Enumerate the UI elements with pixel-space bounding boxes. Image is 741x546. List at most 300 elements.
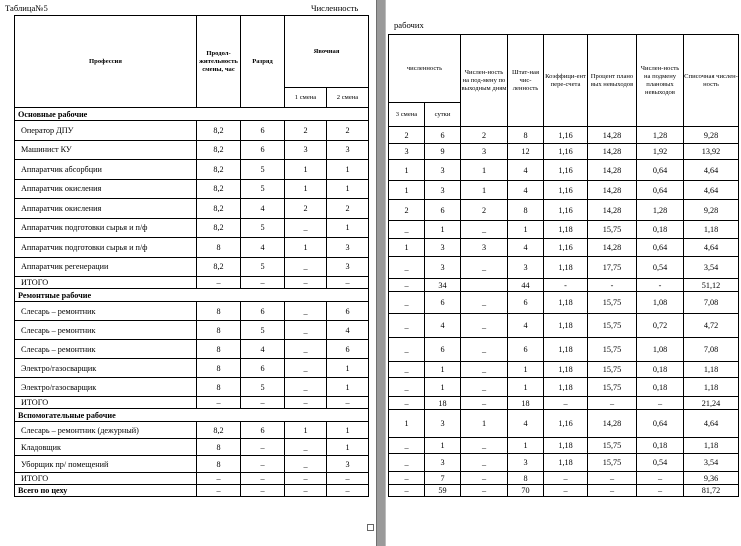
pct-cell: 14,28	[588, 200, 637, 221]
total-shift2: –	[327, 397, 369, 409]
list-cell: 7,08	[684, 338, 739, 362]
vacation-header: Числен-ность на подмену плановых невыходов	[637, 35, 684, 127]
shift2-cell: 2	[327, 121, 369, 141]
shift2-header: 2 смена	[327, 88, 369, 108]
shift3-cell: 1	[389, 181, 425, 200]
total-pct-cell: –	[588, 397, 637, 410]
vacation-cell: 0,54	[637, 257, 684, 279]
shift1-cell: _	[285, 321, 327, 340]
grade-cell: 5	[241, 160, 285, 180]
pct-cell: 15,75	[588, 378, 637, 397]
duration-cell: 8,2	[197, 199, 241, 219]
total-coef-cell: –	[544, 397, 588, 410]
list-cell: 9,28	[684, 200, 739, 221]
coef-cell: 1,16	[544, 127, 588, 144]
coef-cell: 1,16	[544, 160, 588, 181]
right-page	[386, 0, 741, 546]
staff-cell: 1	[508, 378, 544, 397]
shift2-cell: 6	[327, 340, 369, 359]
grand-total-staff-cell: 70	[508, 485, 544, 497]
grand-total-row	[389, 485, 739, 497]
daily-cell: 9	[425, 144, 461, 160]
total-shift3-cell: –	[389, 472, 425, 485]
total-label: ИТОГО	[15, 473, 197, 485]
shift1-cell: _	[285, 378, 327, 397]
total-daily-cell: 18	[425, 397, 461, 410]
grand-total-shift1: –	[285, 485, 327, 497]
duration-cell: 8,2	[197, 218, 241, 238]
profession-cell: Слесарь – ремонтник (дежурный)	[15, 422, 197, 439]
staff-cell: 4	[508, 181, 544, 200]
coef-cell: 1,16	[544, 181, 588, 200]
total-list-cell: 51,12	[684, 279, 739, 292]
profession-cell: Уборщик пр/ помещений	[15, 456, 197, 473]
total-list-cell: 21,24	[684, 397, 739, 410]
daily-cell: 3	[425, 160, 461, 181]
relief-cell: _	[461, 378, 508, 397]
total-shift3-cell: –	[389, 279, 425, 292]
staff-cell: 4	[508, 239, 544, 257]
duration-cell: 8	[197, 378, 241, 397]
grand-total-shift2: –	[327, 485, 369, 497]
grade-cell: 6	[241, 422, 285, 439]
total-label: ИТОГО	[15, 397, 197, 409]
list-cell: 1,18	[684, 221, 739, 239]
grade-header: Разряд	[241, 16, 285, 108]
table-row	[15, 439, 369, 456]
shift2-cell: 1	[327, 160, 369, 180]
section-title-row	[15, 289, 369, 302]
shift2-cell: 4	[327, 321, 369, 340]
daily-cell: 6	[425, 338, 461, 362]
table-row	[389, 314, 739, 338]
total-shift1: –	[285, 473, 327, 485]
grade-cell: 5	[241, 257, 285, 277]
shift3-cell: _	[389, 257, 425, 279]
total-staff-cell: 44	[508, 279, 544, 292]
duration-cell: 8,2	[197, 179, 241, 199]
table-row	[389, 410, 739, 438]
profession-header: Профессия	[15, 16, 197, 108]
daily-cell: 4	[425, 314, 461, 338]
shift3-cell: _	[389, 221, 425, 239]
duration-cell: 8	[197, 302, 241, 321]
staff-cell: 1	[508, 362, 544, 378]
table-row	[389, 257, 739, 279]
total-duration: –	[197, 277, 241, 289]
list-cell: 9,28	[684, 127, 739, 144]
table-row	[15, 179, 369, 199]
shift3-cell: _	[389, 292, 425, 314]
profession-cell: Аппаратчик окисления	[15, 199, 197, 219]
shift1-cell: 1	[285, 422, 327, 439]
section-title-row	[15, 108, 369, 121]
relief-cell: 1	[461, 160, 508, 181]
vacation-cell: 0,64	[637, 160, 684, 181]
daily-cell: 3	[425, 454, 461, 472]
profession-cell: Слесарь – ремонтник	[15, 340, 197, 359]
table-row	[15, 199, 369, 219]
daily-cell: 6	[425, 200, 461, 221]
coef-cell: 1,18	[544, 338, 588, 362]
total-grade: –	[241, 473, 285, 485]
list-cell: 3,54	[684, 257, 739, 279]
pct-cell: 15,75	[588, 338, 637, 362]
grand-total-grade: –	[241, 485, 285, 497]
total-pct-cell: –	[588, 472, 637, 485]
shift2-cell: 6	[327, 302, 369, 321]
table-row	[15, 378, 369, 397]
total-row	[15, 397, 369, 409]
duration-cell: 8	[197, 321, 241, 340]
list-cell: 4,64	[684, 239, 739, 257]
shift2-cell: 3	[327, 257, 369, 277]
total-shift1: –	[285, 397, 327, 409]
list-header: Списочная числен-ность	[684, 35, 739, 127]
duration-cell: 8	[197, 340, 241, 359]
shift1-cell: _	[285, 359, 327, 378]
pct-cell: 15,75	[588, 362, 637, 378]
grade-cell: 5	[241, 218, 285, 238]
pct-header: Процент плано вых невыходов	[588, 35, 637, 127]
shift2-cell: 2	[327, 199, 369, 219]
table-row	[389, 292, 739, 314]
duration-cell: 8	[197, 439, 241, 456]
section-title-row	[15, 409, 369, 422]
total-duration: –	[197, 473, 241, 485]
headcount-header: численность	[389, 35, 461, 103]
staff-cell: 4	[508, 314, 544, 338]
shift2-cell: 1	[327, 218, 369, 238]
shift2-cell: 3	[327, 140, 369, 160]
total-relief-cell: –	[461, 472, 508, 485]
relief-cell: 1	[461, 181, 508, 200]
section-title: Вспомогательные рабочие	[15, 409, 369, 422]
vacation-cell: 0,18	[637, 438, 684, 454]
relief-cell: 3	[461, 144, 508, 160]
duration-cell: 8,2	[197, 140, 241, 160]
profession-cell: Электро/газосварщик	[15, 359, 197, 378]
total-pct-cell: -	[588, 279, 637, 292]
section-title: Основные рабочие	[15, 108, 369, 121]
page-gutter	[376, 0, 386, 546]
total-row	[389, 472, 739, 485]
grade-cell: 6	[241, 359, 285, 378]
shift1-cell: _	[285, 257, 327, 277]
table-row	[389, 454, 739, 472]
total-shift2: –	[327, 473, 369, 485]
total-coef-cell: –	[544, 472, 588, 485]
profession-cell: Электро/газосварщик	[15, 378, 197, 397]
grade-cell: 6	[241, 140, 285, 160]
coef-cell: 1,18	[544, 362, 588, 378]
table-row	[389, 200, 739, 221]
total-relief-cell	[461, 279, 508, 292]
shift3-cell: 1	[389, 410, 425, 438]
duration-cell: 8	[197, 456, 241, 473]
table-row	[15, 160, 369, 180]
staff-cell: 4	[508, 160, 544, 181]
table-row	[389, 144, 739, 160]
table-row	[389, 160, 739, 181]
relief-cell: 2	[461, 200, 508, 221]
relief-cell: 1	[461, 410, 508, 438]
profession-cell: Аппаратчик регенерации	[15, 257, 197, 277]
vacation-cell: 0,64	[637, 181, 684, 200]
coef-cell: 1,16	[544, 239, 588, 257]
table-row	[15, 422, 369, 439]
list-cell: 4,64	[684, 160, 739, 181]
profession-cell: Оператор ДПУ	[15, 121, 197, 141]
workers-caption: рабочих	[394, 20, 424, 30]
vacation-cell: 1,28	[637, 127, 684, 144]
total-row	[15, 473, 369, 485]
coef-cell: 1,18	[544, 292, 588, 314]
daily-cell: 3	[425, 239, 461, 257]
relief-cell: _	[461, 438, 508, 454]
staff-cell: 3	[508, 454, 544, 472]
shift3-cell: _	[389, 338, 425, 362]
table-row	[15, 238, 369, 258]
shift3-cell: 3	[389, 144, 425, 160]
grade-cell: 6	[241, 302, 285, 321]
table-row	[15, 302, 369, 321]
daily-cell: 3	[425, 257, 461, 279]
pct-cell: 17,75	[588, 257, 637, 279]
shift3-cell: _	[389, 314, 425, 338]
staff-cell: 12	[508, 144, 544, 160]
table-row	[389, 362, 739, 378]
grade-cell: 5	[241, 179, 285, 199]
relief-cell: _	[461, 257, 508, 279]
total-label: ИТОГО	[15, 277, 197, 289]
total-grade: –	[241, 397, 285, 409]
grand-total-duration: –	[197, 485, 241, 497]
table-row	[15, 321, 369, 340]
profession-cell: Аппаратчик окисления	[15, 179, 197, 199]
header-row	[15, 16, 369, 88]
shift2-cell: 1	[327, 378, 369, 397]
shift2-cell: 1	[327, 422, 369, 439]
profession-cell: Кладовщик	[15, 439, 197, 456]
shift3-cell: _	[389, 438, 425, 454]
total-staff-cell: 8	[508, 472, 544, 485]
table-row	[15, 140, 369, 160]
pct-cell: 14,28	[588, 410, 637, 438]
table-row	[15, 121, 369, 141]
daily-cell: 3	[425, 410, 461, 438]
table-row	[389, 438, 739, 454]
profession-cell: Аппаратчик подготовки сырья и п/ф	[15, 238, 197, 258]
coef-cell: 1,18	[544, 378, 588, 397]
table-row	[15, 340, 369, 359]
list-cell: 13,92	[684, 144, 739, 160]
table-label: Таблица№5	[5, 3, 48, 13]
grade-cell: 4	[241, 340, 285, 359]
shift3-cell: _	[389, 362, 425, 378]
pct-cell: 15,75	[588, 314, 637, 338]
total-row	[389, 279, 739, 292]
total-daily-cell: 7	[425, 472, 461, 485]
total-shift2: –	[327, 277, 369, 289]
relief-cell: _	[461, 362, 508, 378]
shift1-cell: 1	[285, 238, 327, 258]
table-row	[389, 221, 739, 239]
coef-cell: 1,18	[544, 314, 588, 338]
staff-cell: 1	[508, 438, 544, 454]
vacation-cell: 1,08	[637, 338, 684, 362]
headcount-caption: Численность	[311, 3, 359, 13]
relief-cell: _	[461, 292, 508, 314]
grand-total-coef-cell: –	[544, 485, 588, 497]
staff-cell: 1	[508, 221, 544, 239]
daily-cell: 1	[425, 221, 461, 239]
staff-cell: 8	[508, 200, 544, 221]
profession-cell: Слесарь – ремонтник	[15, 321, 197, 340]
header-row	[389, 35, 739, 103]
total-vacation-cell: –	[637, 397, 684, 410]
pct-cell: 14,28	[588, 160, 637, 181]
grade-cell: –	[241, 456, 285, 473]
coef-cell: 1,18	[544, 438, 588, 454]
total-shift1: –	[285, 277, 327, 289]
pct-cell: 15,75	[588, 221, 637, 239]
grand-total-vacation-cell: –	[637, 485, 684, 497]
shift1-cell: 2	[285, 199, 327, 219]
daily-cell: 1	[425, 362, 461, 378]
coef-header: Коэффици-ент пере-счета	[544, 35, 588, 127]
section-title: Ремонтные рабочие	[15, 289, 369, 302]
pct-cell: 14,28	[588, 239, 637, 257]
total-vacation-cell: –	[637, 472, 684, 485]
staff-cell: 6	[508, 292, 544, 314]
grade-cell: 4	[241, 199, 285, 219]
vacation-cell: 1,92	[637, 144, 684, 160]
shift3-cell: _	[389, 378, 425, 397]
relief-cell: _	[461, 454, 508, 472]
daily-cell: 6	[425, 127, 461, 144]
total-row	[15, 277, 369, 289]
table-row	[389, 127, 739, 144]
profession-cell: Машинист КУ	[15, 140, 197, 160]
relief-cell: _	[461, 314, 508, 338]
grand-total-shift3-cell: –	[389, 485, 425, 497]
vacation-cell: 0,18	[637, 362, 684, 378]
table-row	[15, 218, 369, 238]
relief-cell: _	[461, 221, 508, 239]
vacation-cell: 0,54	[637, 454, 684, 472]
vacation-cell: 0,64	[637, 410, 684, 438]
list-cell: 3,54	[684, 454, 739, 472]
shift3-cell: 2	[389, 200, 425, 221]
total-vacation-cell: -	[637, 279, 684, 292]
daily-cell: 3	[425, 181, 461, 200]
staff-header: Штат-ная чис-ленность	[508, 35, 544, 127]
grade-cell: 4	[241, 238, 285, 258]
total-coef-cell: -	[544, 279, 588, 292]
grand-total-list-cell: 81,72	[684, 485, 739, 497]
coef-cell: 1,16	[544, 410, 588, 438]
shift3-cell: 1	[389, 160, 425, 181]
shift1-cell: 1	[285, 160, 327, 180]
profession-cell: Аппаратчик абсорбции	[15, 160, 197, 180]
shift1-header: 1 смена	[285, 88, 327, 108]
pct-cell: 14,28	[588, 144, 637, 160]
daily-cell: 6	[425, 292, 461, 314]
staff-cell: 3	[508, 257, 544, 279]
attendance-header: Явочная	[285, 16, 369, 88]
shift2-cell: 1	[327, 359, 369, 378]
shift1-cell: _	[285, 218, 327, 238]
shift1-cell: _	[285, 340, 327, 359]
duration-cell: 8	[197, 238, 241, 258]
staffing-table-right	[388, 34, 739, 497]
duration-cell: 8	[197, 359, 241, 378]
grand-total-row	[15, 485, 369, 497]
pct-cell: 14,28	[588, 127, 637, 144]
shift3-header: 3 смена	[389, 103, 425, 127]
shift3-cell: 2	[389, 127, 425, 144]
grand-total-label: Всего по цеху	[15, 485, 197, 497]
grade-cell: 5	[241, 378, 285, 397]
shift2-cell: 1	[327, 179, 369, 199]
total-relief-cell: –	[461, 397, 508, 410]
shift1-cell: _	[285, 456, 327, 473]
list-cell: 1,18	[684, 378, 739, 397]
shift-duration-header: Продол-жительность смены, час	[197, 16, 241, 108]
vacation-cell: 0,64	[637, 239, 684, 257]
vacation-cell: 0,18	[637, 378, 684, 397]
profession-cell: Аппаратчик подготовки сырья и п/ф	[15, 218, 197, 238]
duration-cell: 8,2	[197, 422, 241, 439]
total-grade: –	[241, 277, 285, 289]
shift2-cell: 3	[327, 456, 369, 473]
duration-cell: 8,2	[197, 121, 241, 141]
shift3-cell: _	[389, 454, 425, 472]
grand-total-pct-cell: –	[588, 485, 637, 497]
table-row	[15, 359, 369, 378]
grand-total-relief-cell: –	[461, 485, 508, 497]
table-resize-handle[interactable]	[367, 524, 374, 531]
shift1-cell: _	[285, 439, 327, 456]
list-cell: 7,08	[684, 292, 739, 314]
coef-cell: 1,18	[544, 257, 588, 279]
total-shift3-cell: –	[389, 397, 425, 410]
vacation-cell: 0,18	[637, 221, 684, 239]
grade-cell: –	[241, 439, 285, 456]
staff-cell: 8	[508, 127, 544, 144]
staff-cell: 4	[508, 410, 544, 438]
total-list-cell: 9,36	[684, 472, 739, 485]
coef-cell: 1,16	[544, 200, 588, 221]
relief-cell: 2	[461, 127, 508, 144]
grade-cell: 6	[241, 121, 285, 141]
shift2-cell: 3	[327, 238, 369, 258]
staff-cell: 6	[508, 338, 544, 362]
table-row	[389, 378, 739, 397]
shift2-cell: 1	[327, 439, 369, 456]
shift1-cell: 3	[285, 140, 327, 160]
table-row	[389, 239, 739, 257]
daily-header: сутки	[425, 103, 461, 127]
list-cell: 1,18	[684, 362, 739, 378]
shift1-cell: 2	[285, 121, 327, 141]
table-row	[15, 456, 369, 473]
relief-cell: 3	[461, 239, 508, 257]
staffing-table-left	[14, 15, 369, 497]
coef-cell: 1,16	[544, 144, 588, 160]
coef-cell: 1,18	[544, 221, 588, 239]
